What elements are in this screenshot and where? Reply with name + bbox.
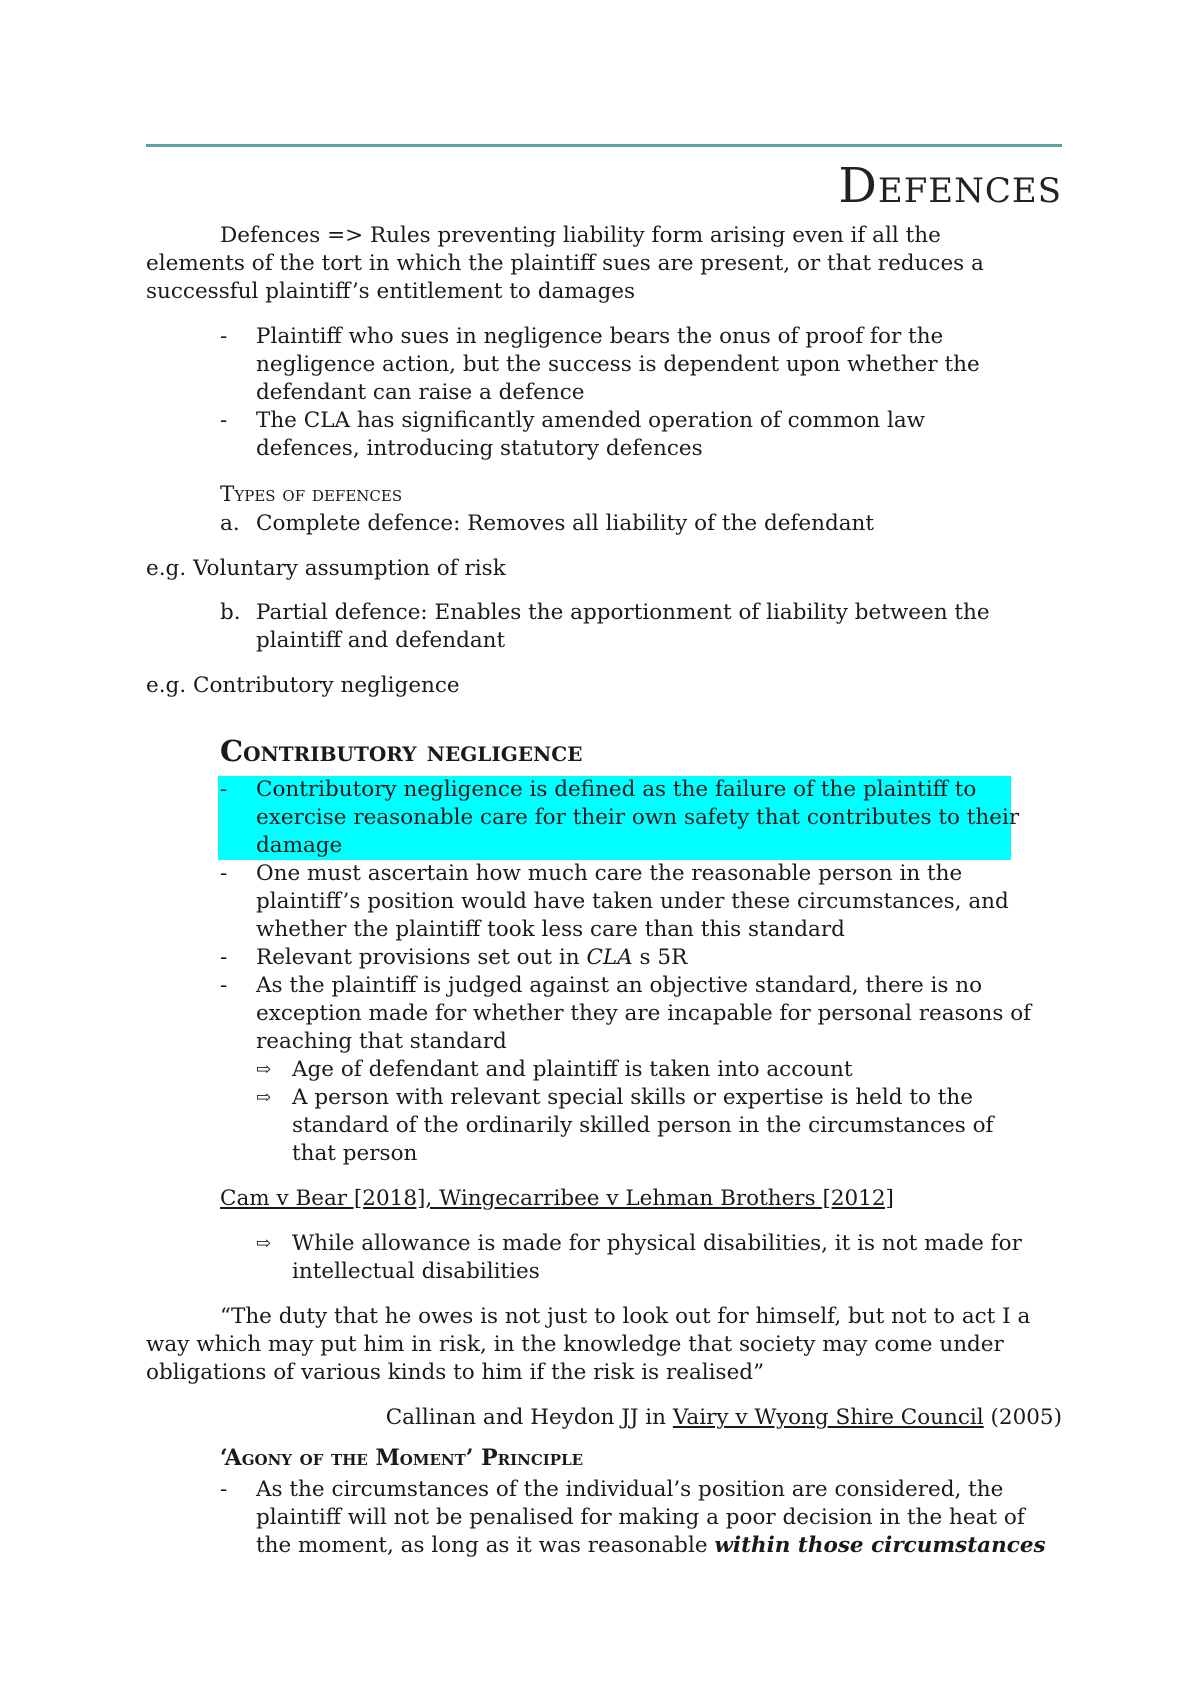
case-cam-v-bear: Cam v Bear [2018] (220, 1186, 426, 1211)
case-separator: , (425, 1186, 440, 1211)
agony-line (256, 1532, 1046, 1560)
intro-line: elements of the tort in which the plaintiff sues are present, or that reduces a (146, 251, 984, 276)
page-title: Defences (838, 158, 1062, 214)
agony-emphasis: within those circumstances (714, 1533, 1046, 1558)
quote-attribution (386, 1404, 1062, 1432)
intro-bullet-line: defences, introducing statutory defences (256, 436, 703, 461)
bullet-dash: - (220, 1477, 228, 1502)
quote-line: obligations of various kinds to him if the risk is realised” (146, 1360, 765, 1385)
arrow-icon: ⇨ (256, 1087, 272, 1108)
type-b-line: Partial defence: Enables the apportionment of liability between the (256, 600, 990, 625)
contrib-line: whether the plaintiff took less care than this standard (256, 917, 845, 942)
case-references (220, 1185, 894, 1213)
type-a-example: e.g. Voluntary assumption of risk (146, 556, 506, 581)
sub-point-line: While allowance is made for physical disabilities, it is not made for (292, 1231, 1022, 1256)
sub-point-line: standard of the ordinarily skilled person in the circumstances of (292, 1113, 994, 1138)
agony-line: As the circumstances of the individual’s position are considered, the (256, 1477, 1004, 1502)
type-b-line: plaintiff and defendant (256, 628, 506, 653)
intro-line: successful plaintiff’s entitlement to damages (146, 279, 636, 304)
title-rule (146, 144, 1062, 147)
contrib-provisions (256, 944, 687, 972)
contrib-def-line: damage (256, 833, 343, 858)
list-marker: a. (220, 511, 240, 536)
cla-abbrev: CLA (586, 945, 633, 970)
bullet-dash: - (220, 973, 228, 998)
quote-line: “The duty that he owes is not just to look out for himself, but not to act I a (220, 1304, 1031, 1329)
list-marker: b. (220, 600, 241, 625)
sub-point-line: that person (292, 1141, 418, 1166)
bullet-dash: - (220, 861, 228, 886)
contrib-line: exception made for whether they are incapable for personal reasons of (256, 1001, 1032, 1026)
sub-point-line: A person with relevant special skills or expertise is held to the (292, 1085, 973, 1110)
agony-text: the moment, as long as it was reasonable (256, 1533, 715, 1558)
arrow-icon: ⇨ (256, 1233, 272, 1254)
attribution-year: (2005) (983, 1405, 1062, 1430)
types-heading: Types of defences (220, 482, 403, 507)
provisions-text: Relevant provisions set out in (256, 945, 587, 970)
intro-bullet-line: Plaintiff who sues in negligence bears the onus of proof for the (256, 324, 944, 349)
bullet-dash: - (220, 324, 228, 349)
intro-bullet-line: defendant can raise a defence (256, 380, 585, 405)
attribution-judges: Callinan and Heydon JJ in (385, 1405, 673, 1430)
sub-point: Age of defendant and plaintiff is taken into account (292, 1057, 853, 1082)
quote-line: way which may put him in risk, in the knowledge that society may come under (146, 1332, 1004, 1357)
case-vairy: Vairy v Wyong Shire Council (672, 1405, 984, 1430)
section-heading-contributory: Contributory negligence (220, 734, 583, 768)
intro-bullet-line: The CLA has significantly amended operation of common law (256, 408, 926, 433)
arrow-icon: ⇨ (256, 1059, 272, 1080)
section-heading-agony: ‘Agony of the Moment’ Principle (220, 1445, 584, 1471)
type-b-example: e.g. Contributory negligence (146, 673, 460, 698)
contrib-line: One must ascertain how much care the reasonable person in the (256, 861, 963, 886)
contrib-line: reaching that standard (256, 1029, 507, 1054)
intro-bullet-line: negligence action, but the success is dependent upon whether the (256, 352, 980, 377)
bullet-dash: - (220, 408, 228, 433)
type-a: Complete defence: Removes all liability of the defendant (256, 511, 875, 536)
contrib-line: As the plaintiff is judged against an objective standard, there is no (256, 973, 983, 998)
contrib-def-line: exercise reasonable care for their own safety that contributes to their (256, 805, 1020, 830)
intro-line: Defences => Rules preventing liability form arising even if all the (220, 223, 941, 248)
contrib-line: plaintiff’s position would have taken under these circumstances, and (256, 889, 1009, 914)
sub-point-line: intellectual disabilities (292, 1259, 540, 1284)
section-ref: s 5R (632, 945, 688, 970)
bullet-dash: - (220, 777, 228, 802)
contrib-def-line: Contributory negligence is defined as the failure of the plaintiff to (256, 777, 977, 802)
bullet-dash: - (220, 945, 228, 970)
agony-line: plaintiff will not be penalised for making a poor decision in the heat of (256, 1505, 1025, 1530)
case-wingecarribee: Wingecarribee v Lehman Brothers [2012] (439, 1186, 894, 1211)
